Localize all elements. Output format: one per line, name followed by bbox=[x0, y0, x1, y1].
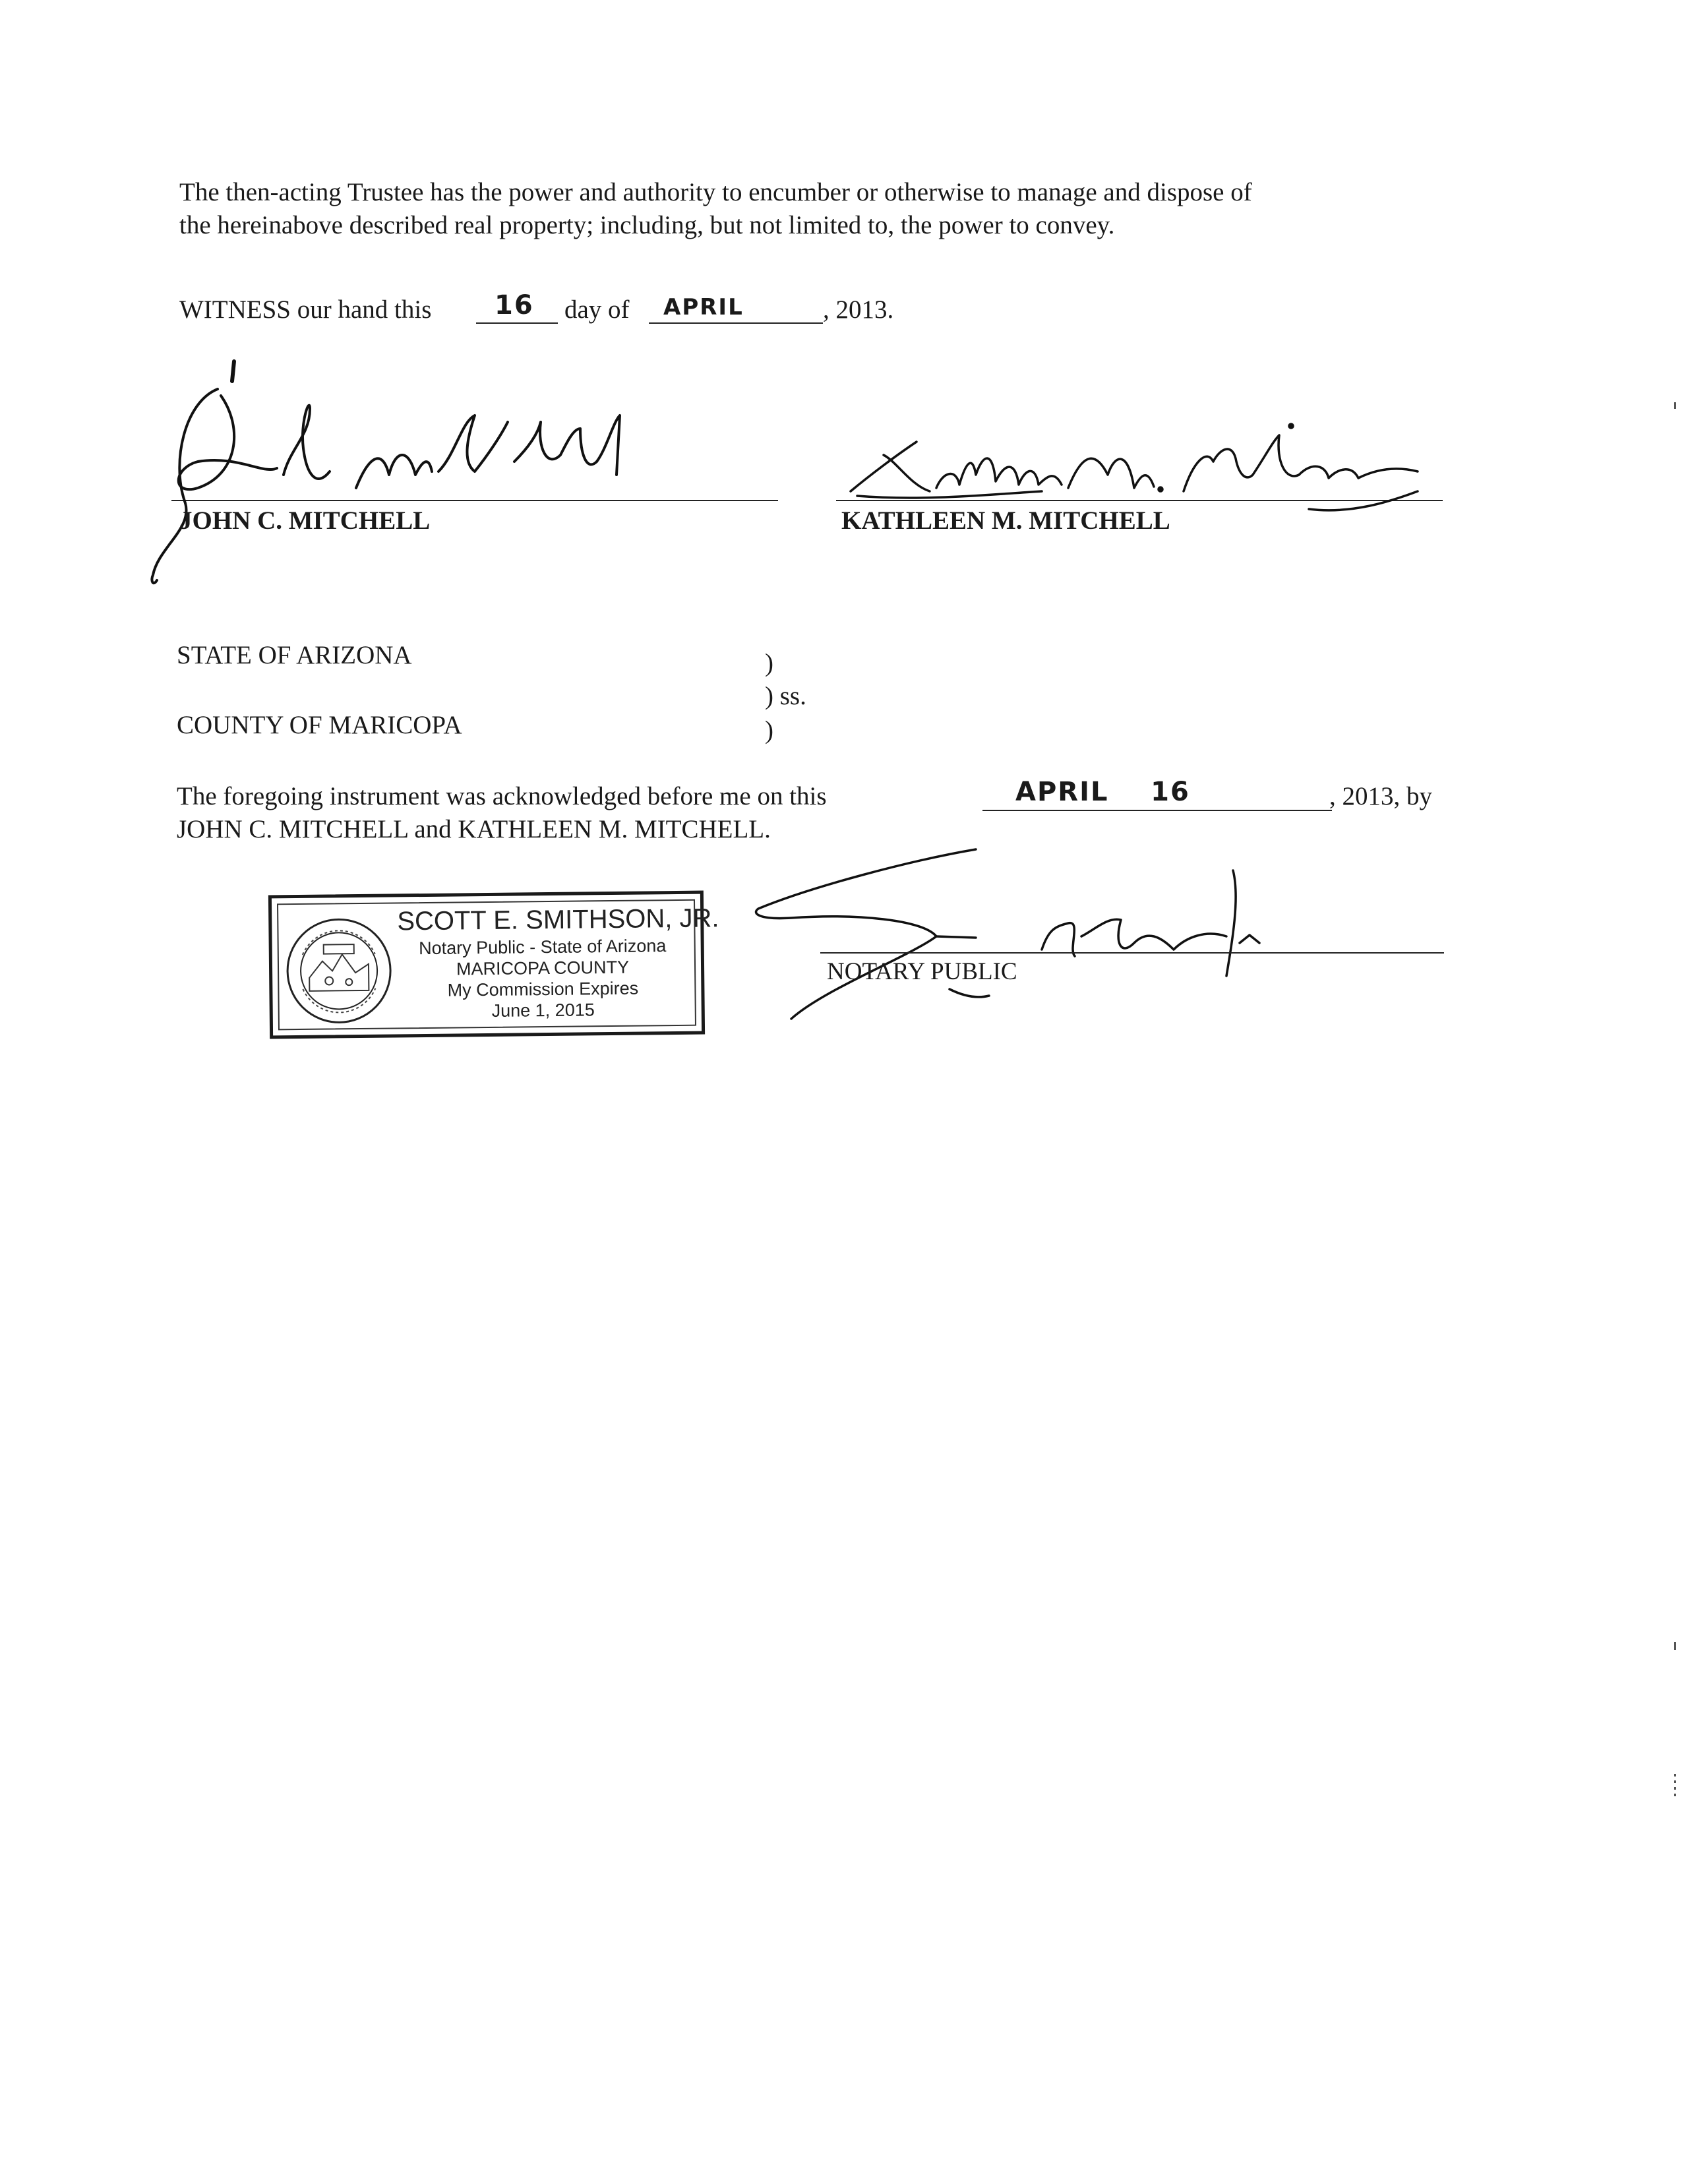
john-signature-stroke bbox=[356, 455, 432, 488]
kathleen-signature-stroke bbox=[1184, 435, 1299, 491]
kathleen-signature-stroke bbox=[1299, 466, 1418, 478]
notary-stamp-title: Notary Public - State of Arizona bbox=[418, 936, 667, 959]
kathleen-signature-stroke bbox=[936, 458, 1062, 488]
kathleen-signature-dot bbox=[1289, 424, 1293, 428]
venue-county: COUNTY OF MARICOPA bbox=[177, 711, 462, 739]
acknowledgment-prefix: The foregoing instrument was acknowledged before me on this bbox=[177, 782, 827, 810]
kathleen-signature-stroke bbox=[1068, 458, 1154, 488]
notary-stamp-commission: My Commission Expires bbox=[447, 978, 639, 1000]
acknowledgment-date-handwritten: APRIL 16 bbox=[1015, 777, 1190, 807]
arizona-seal-icon bbox=[282, 914, 396, 1027]
kathleen-signature-stroke bbox=[857, 491, 1042, 498]
notary-signature-stroke bbox=[1226, 870, 1236, 976]
john-signature-stroke bbox=[438, 415, 508, 471]
left-signer-name: JOHN C. MITCHELL bbox=[179, 506, 431, 535]
witness-month-handwritten: APRIL bbox=[663, 294, 744, 320]
notary-signature-stroke bbox=[756, 849, 976, 1019]
acknowledgment-suffix: , 2013, by bbox=[1329, 782, 1432, 810]
kathleen-signature-stroke bbox=[1309, 491, 1418, 510]
venue-state: STATE OF ARIZONA bbox=[177, 641, 412, 669]
john-signature-stroke bbox=[232, 361, 234, 381]
witness-year: , 2013. bbox=[823, 295, 894, 324]
trustee-paragraph-line-2: the hereinabove described real property; including, but not limited to, the power to convey. bbox=[179, 211, 1115, 239]
venue-paren-ss: ) ss. bbox=[765, 682, 806, 710]
venue-paren-bottom: ) bbox=[765, 716, 773, 744]
witness-day-of: day of bbox=[564, 295, 630, 324]
notary-stamp-expires: June 1, 2015 bbox=[491, 1000, 595, 1021]
notary-signature-stroke bbox=[1240, 935, 1259, 943]
notary-signature-stroke bbox=[936, 936, 976, 938]
kathleen-signature-dot bbox=[1159, 487, 1162, 491]
notary-stamp-name: SCOTT E. SMITHSON, JR. bbox=[397, 903, 719, 936]
scan-artifact bbox=[1674, 1774, 1676, 1800]
acknowledgment-date-underline bbox=[982, 810, 1332, 811]
notary-public-label: NOTARY PUBLIC bbox=[827, 958, 1017, 985]
notary-stamp-county: MARICOPA COUNTY bbox=[456, 957, 630, 979]
notary-signature-stroke bbox=[1042, 923, 1075, 956]
john-signature-stroke bbox=[514, 422, 597, 464]
kathleen-signature-stroke bbox=[851, 442, 930, 491]
scan-artifact bbox=[1674, 402, 1676, 409]
trustee-paragraph-line-1: The then-acting Trustee has the power and authority to encumber or otherwise to manage and dispose of bbox=[179, 178, 1252, 206]
john-signature-stroke bbox=[597, 415, 620, 475]
notary-signature-line bbox=[820, 952, 1444, 954]
witness-prefix: WITNESS our hand this bbox=[179, 295, 432, 324]
john-signature-stroke bbox=[284, 406, 330, 479]
right-signer-name: KATHLEEN M. MITCHELL bbox=[841, 506, 1170, 535]
john-signature-stroke bbox=[152, 389, 218, 583]
notary-stamp bbox=[268, 891, 719, 1039]
notary-signature-stroke bbox=[950, 989, 989, 997]
notary-signature-stroke bbox=[1081, 919, 1226, 950]
scan-artifact bbox=[1674, 1642, 1676, 1650]
witness-day-handwritten: 16 bbox=[495, 290, 534, 320]
acknowledgment-line-2: JOHN C. MITCHELL and KATHLEEN M. MITCHELL. bbox=[177, 815, 771, 843]
venue-paren-top: ) bbox=[765, 649, 773, 677]
